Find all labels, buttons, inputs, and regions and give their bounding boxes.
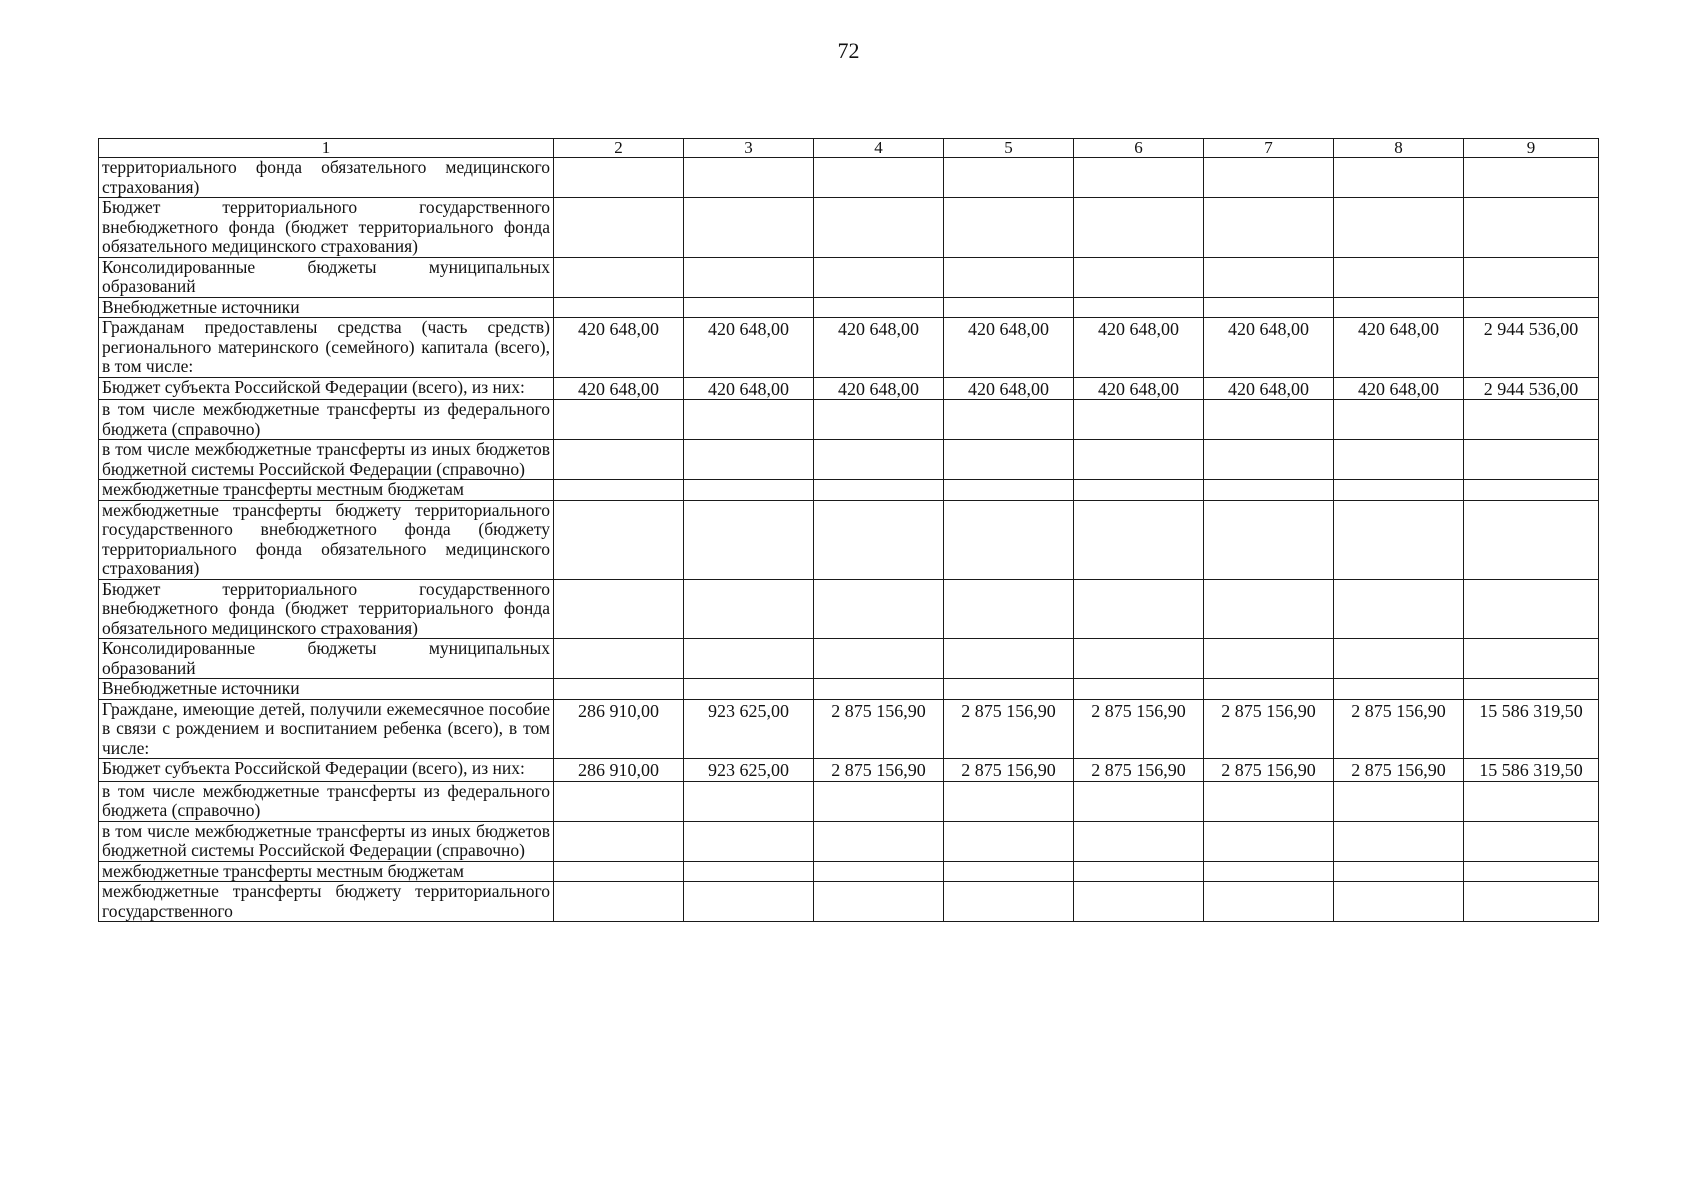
table-row <box>99 198 1599 258</box>
row-label: в том числе межбюджетные трансферты из федерального бюджета (справочно) <box>99 781 554 821</box>
row-label: в том числе межбюджетные трансферты из иных бюджетов бюджетной системы Российской Федерации (справочно) <box>99 440 554 480</box>
value-cell <box>684 821 814 861</box>
value-cell <box>1204 861 1334 882</box>
value-cell <box>814 257 944 297</box>
value-cell <box>554 639 684 679</box>
value-cell <box>1204 400 1334 440</box>
value-cell <box>944 882 1074 922</box>
value-cell: 420 648,00 <box>554 377 684 400</box>
value-cell <box>554 297 684 318</box>
value-cell <box>1074 861 1204 882</box>
value-cell <box>1074 480 1204 501</box>
value-cell <box>1464 861 1599 882</box>
value-cell <box>1334 500 1464 579</box>
table-row <box>99 679 1599 700</box>
value-cell: 420 648,00 <box>944 318 1074 378</box>
value-cell: 420 648,00 <box>1334 377 1464 400</box>
value-cell <box>684 500 814 579</box>
value-cell <box>1334 257 1464 297</box>
value-cell <box>1334 158 1464 198</box>
value-cell <box>684 882 814 922</box>
value-cell <box>1464 639 1599 679</box>
value-cell <box>814 639 944 679</box>
value-cell <box>554 158 684 198</box>
row-label: в том числе межбюджетные трансферты из федерального бюджета (справочно) <box>99 400 554 440</box>
table-row <box>99 781 1599 821</box>
column-number-3: 3 <box>684 139 814 158</box>
value-cell <box>1464 440 1599 480</box>
value-cell: 2 875 156,90 <box>1334 699 1464 759</box>
row-label: Внебюджетные источники <box>99 297 554 318</box>
value-cell <box>1074 297 1204 318</box>
value-cell <box>1334 400 1464 440</box>
table-row <box>99 480 1599 501</box>
value-cell <box>554 781 684 821</box>
value-cell <box>814 440 944 480</box>
value-cell <box>1464 882 1599 922</box>
column-number-2: 2 <box>554 139 684 158</box>
value-cell <box>1464 579 1599 639</box>
value-cell <box>554 480 684 501</box>
table-row <box>99 882 1599 922</box>
value-cell <box>684 297 814 318</box>
row-label: Бюджет территориального государственного внебюджетного фонда (бюджет территориального фонда обязательного медицинского страхования) <box>99 198 554 258</box>
budget-table <box>98 138 1599 922</box>
value-cell <box>1204 882 1334 922</box>
value-cell <box>814 882 944 922</box>
value-cell: 420 648,00 <box>684 377 814 400</box>
table-row <box>99 639 1599 679</box>
value-cell <box>944 861 1074 882</box>
value-cell: 420 648,00 <box>1334 318 1464 378</box>
value-cell <box>814 821 944 861</box>
column-number-5: 5 <box>944 139 1074 158</box>
value-cell: 2 944 536,00 <box>1464 318 1599 378</box>
value-cell <box>554 257 684 297</box>
value-cell <box>944 158 1074 198</box>
table-row <box>99 377 1599 400</box>
value-cell <box>944 679 1074 700</box>
value-cell <box>554 861 684 882</box>
value-cell <box>814 861 944 882</box>
value-cell <box>684 639 814 679</box>
value-cell: 923 625,00 <box>684 759 814 782</box>
value-cell <box>814 297 944 318</box>
value-cell: 420 648,00 <box>814 377 944 400</box>
value-cell: 286 910,00 <box>554 699 684 759</box>
column-number-9: 9 <box>1464 139 1599 158</box>
value-cell <box>684 781 814 821</box>
value-cell <box>684 400 814 440</box>
value-cell <box>944 400 1074 440</box>
value-cell <box>1074 158 1204 198</box>
value-cell <box>814 400 944 440</box>
value-cell: 15 586 319,50 <box>1464 699 1599 759</box>
value-cell <box>814 198 944 258</box>
value-cell <box>1464 400 1599 440</box>
value-cell: 420 648,00 <box>944 377 1074 400</box>
table-row <box>99 440 1599 480</box>
value-cell: 2 875 156,90 <box>1204 699 1334 759</box>
value-cell <box>1204 297 1334 318</box>
value-cell <box>944 440 1074 480</box>
value-cell <box>1334 579 1464 639</box>
value-cell <box>944 821 1074 861</box>
value-cell <box>554 882 684 922</box>
value-cell <box>1204 257 1334 297</box>
value-cell: 420 648,00 <box>1074 377 1204 400</box>
column-number-4: 4 <box>814 139 944 158</box>
row-label: Бюджет территориального государственного внебюджетного фонда (бюджет территориального фонда обязательного медицинского страхования) <box>99 579 554 639</box>
value-cell <box>1464 500 1599 579</box>
row-label: межбюджетные трансферты местным бюджетам <box>99 480 554 501</box>
column-number-6: 6 <box>1074 139 1204 158</box>
value-cell <box>1334 297 1464 318</box>
value-cell: 2 875 156,90 <box>1074 699 1204 759</box>
row-label: в том числе межбюджетные трансферты из иных бюджетов бюджетной системы Российской Федерации (справочно) <box>99 821 554 861</box>
value-cell: 2 875 156,90 <box>1334 759 1464 782</box>
value-cell <box>1334 480 1464 501</box>
value-cell <box>1074 579 1204 639</box>
table-row <box>99 158 1599 198</box>
value-cell: 2 875 156,90 <box>1074 759 1204 782</box>
value-cell <box>1074 257 1204 297</box>
table-body <box>99 139 1599 922</box>
value-cell <box>1334 679 1464 700</box>
table-row <box>99 318 1599 378</box>
page-number: 72 <box>837 38 860 63</box>
value-cell <box>1464 198 1599 258</box>
value-cell <box>1204 198 1334 258</box>
value-cell <box>1464 679 1599 700</box>
value-cell <box>1074 440 1204 480</box>
column-number-7: 7 <box>1204 139 1334 158</box>
row-label: межбюджетные трансферты бюджету территориального государственного внебюджетного фонда (бюджету территориального фонда обязательного медицинского страхования) <box>99 500 554 579</box>
row-label: Консолидированные бюджеты муниципальных образований <box>99 639 554 679</box>
value-cell <box>1334 861 1464 882</box>
value-cell <box>1334 821 1464 861</box>
value-cell <box>554 400 684 440</box>
value-cell <box>814 500 944 579</box>
value-cell <box>944 579 1074 639</box>
value-cell <box>1074 882 1204 922</box>
value-cell <box>1334 198 1464 258</box>
value-cell <box>1074 198 1204 258</box>
value-cell <box>684 861 814 882</box>
value-cell <box>944 297 1074 318</box>
value-cell: 2 875 156,90 <box>1204 759 1334 782</box>
value-cell <box>814 579 944 639</box>
value-cell <box>1204 500 1334 579</box>
value-cell <box>1464 297 1599 318</box>
table-row <box>99 257 1599 297</box>
row-label: межбюджетные трансферты местным бюджетам <box>99 861 554 882</box>
row-label: Бюджет субъекта Российской Федерации (всего), из них: <box>99 377 554 400</box>
value-cell <box>814 679 944 700</box>
row-label: территориального фонда обязательного медицинского страхования) <box>99 158 554 198</box>
table-row <box>99 759 1599 782</box>
value-cell <box>1074 781 1204 821</box>
value-cell <box>944 781 1074 821</box>
value-cell <box>944 198 1074 258</box>
value-cell <box>554 679 684 700</box>
value-cell: 420 648,00 <box>1204 318 1334 378</box>
column-number-1: 1 <box>99 139 554 158</box>
value-cell: 15 586 319,50 <box>1464 759 1599 782</box>
row-label: Гражданам предоставлены средства (часть средств) регионального материнского (семейного) капитала (всего), в том числе: <box>99 318 554 378</box>
value-cell <box>1074 679 1204 700</box>
column-number-row <box>99 139 1599 158</box>
value-cell: 420 648,00 <box>554 318 684 378</box>
value-cell <box>944 480 1074 501</box>
value-cell <box>944 500 1074 579</box>
value-cell <box>1464 480 1599 501</box>
value-cell <box>1074 500 1204 579</box>
value-cell <box>684 158 814 198</box>
value-cell <box>554 198 684 258</box>
value-cell <box>1204 781 1334 821</box>
value-cell <box>1464 781 1599 821</box>
value-cell <box>1334 882 1464 922</box>
value-cell <box>554 821 684 861</box>
value-cell <box>814 781 944 821</box>
value-cell <box>944 639 1074 679</box>
table-row <box>99 400 1599 440</box>
value-cell <box>684 579 814 639</box>
value-cell <box>814 158 944 198</box>
value-cell <box>684 198 814 258</box>
value-cell <box>814 480 944 501</box>
row-label: Граждане, имеющие детей, получили ежемесячное пособие в связи с рождением и воспитанием ребенка (всего), в том числе: <box>99 699 554 759</box>
value-cell: 2 944 536,00 <box>1464 377 1599 400</box>
table-row <box>99 297 1599 318</box>
value-cell: 2 875 156,90 <box>814 699 944 759</box>
value-cell <box>1334 639 1464 679</box>
table-row <box>99 699 1599 759</box>
value-cell: 2 875 156,90 <box>944 699 1074 759</box>
value-cell <box>1204 679 1334 700</box>
row-label: Бюджет субъекта Российской Федерации (всего), из них: <box>99 759 554 782</box>
value-cell <box>1204 639 1334 679</box>
value-cell <box>554 579 684 639</box>
row-label: межбюджетные трансферты бюджету территориального государственного <box>99 882 554 922</box>
value-cell <box>1074 821 1204 861</box>
value-cell: 420 648,00 <box>1074 318 1204 378</box>
row-label: Консолидированные бюджеты муниципальных образований <box>99 257 554 297</box>
value-cell <box>1204 158 1334 198</box>
table-row <box>99 861 1599 882</box>
value-cell: 286 910,00 <box>554 759 684 782</box>
value-cell <box>1334 781 1464 821</box>
value-cell: 420 648,00 <box>814 318 944 378</box>
value-cell <box>1464 257 1599 297</box>
value-cell <box>554 500 684 579</box>
value-cell <box>1464 821 1599 861</box>
row-label: Внебюджетные источники <box>99 679 554 700</box>
value-cell <box>684 480 814 501</box>
value-cell: 420 648,00 <box>684 318 814 378</box>
table-row <box>99 579 1599 639</box>
table-row <box>99 500 1599 579</box>
value-cell <box>684 257 814 297</box>
value-cell <box>554 440 684 480</box>
value-cell <box>1074 400 1204 440</box>
value-cell <box>944 257 1074 297</box>
value-cell: 420 648,00 <box>1204 377 1334 400</box>
column-number-8: 8 <box>1334 139 1464 158</box>
value-cell <box>1204 579 1334 639</box>
value-cell <box>1204 440 1334 480</box>
value-cell <box>1334 440 1464 480</box>
value-cell <box>1074 639 1204 679</box>
value-cell <box>684 679 814 700</box>
value-cell <box>1204 821 1334 861</box>
value-cell: 923 625,00 <box>684 699 814 759</box>
value-cell <box>684 440 814 480</box>
value-cell: 2 875 156,90 <box>814 759 944 782</box>
table-row <box>99 821 1599 861</box>
value-cell: 2 875 156,90 <box>944 759 1074 782</box>
value-cell <box>1204 480 1334 501</box>
value-cell <box>1464 158 1599 198</box>
